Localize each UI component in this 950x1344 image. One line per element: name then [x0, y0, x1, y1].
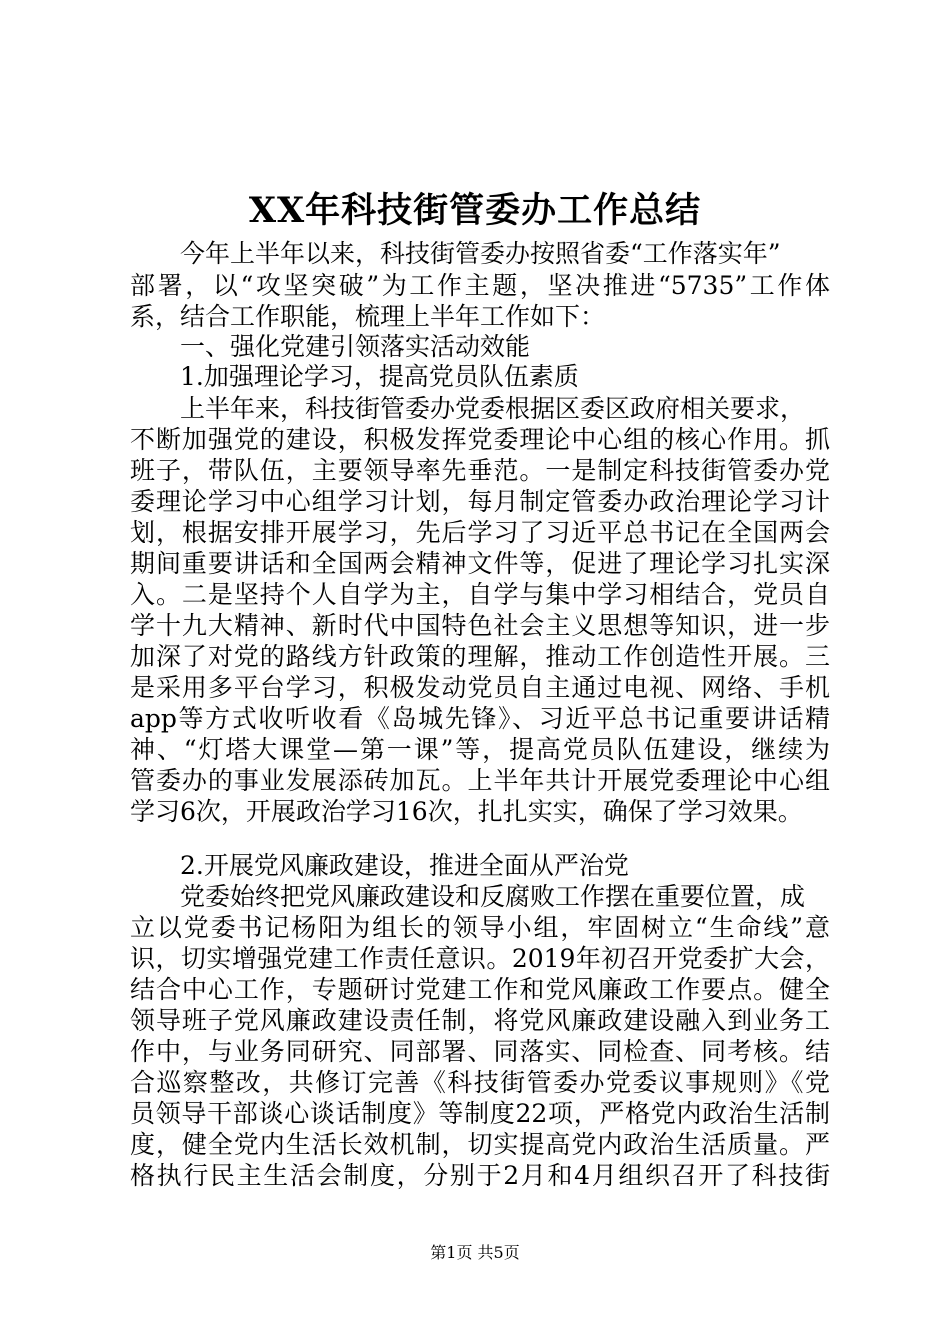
paragraph-line: 神、“灯塔大课堂—第一课”等，提高党员队伍建设，继续为	[130, 735, 830, 764]
paragraph-line: 入。二是坚持个人自学为主，自学与集中学习相结合，党员自	[130, 580, 830, 609]
paragraph-line: 党委始终把党风廉政建设和反腐败工作摆在重要位置，成	[180, 882, 806, 911]
paragraph-line: 期间重要讲话和全国两会精神文件等，促进了理论学习扎实深	[130, 549, 830, 578]
paragraph-line: 加深了对党的路线方针政策的理解，推动工作创造性开展。三	[130, 642, 830, 671]
paragraph-line: 员领导干部谈心谈话制度》等制度22项，严格党内政治生活制	[130, 1099, 830, 1128]
paragraph-line: 部署，以“攻坚突破”为工作主题，坚决推进“5735”工作体	[130, 271, 830, 300]
page-number-footer: 第1页 共5页	[430, 1243, 520, 1262]
paragraph-line: 学十九大精神、新时代中国特色社会主义思想等知识，进一步	[130, 611, 830, 640]
paragraph-line: 格执行民主生活会制度，分别于2月和4月组织召开了科技街	[130, 1161, 830, 1190]
paragraph-line: app等方式收听收看《岛城先锋》、习近平总书记重要讲话精	[130, 704, 830, 733]
paragraph-line: 委理论学习中心组学习计划，每月制定管委办政治理论学习计	[130, 487, 830, 516]
paragraph-line: 不断加强党的建设，积极发挥党委理论中心组的核心作用。抓	[130, 425, 830, 454]
subsection-heading: 2.开展党风廉政建设，推进全面从严治党	[180, 851, 629, 880]
paragraph-line: 结合中心工作，专题研讨党建工作和党风廉政工作要点。健全	[130, 975, 830, 1004]
paragraph-line: 识，切实增强党建工作责任意识。2019年初召开党委扩大会，	[130, 944, 830, 973]
paragraph-line: 班子，带队伍，主要领导率先垂范。一是制定科技街管委办党	[130, 456, 830, 485]
paragraph-line: 领导班子党风廉政建设责任制，将党风廉政建设融入到业务工	[130, 1006, 830, 1035]
paragraph-line: 合巡察整改，共修订完善《科技街管委办党委议事规则》《党	[130, 1068, 830, 1097]
paragraph-line: 立以党委书记杨阳为组长的领导小组，牢固树立“生命线”意	[130, 913, 830, 942]
paragraph-line: 划，根据安排开展学习，先后学习了习近平总书记在全国两会	[130, 518, 830, 547]
paragraph-line: 学习6次，开展政治学习16次，扎扎实实，确保了学习效果。	[130, 797, 803, 826]
paragraph-line: 作中，与业务同研究、同部署、同落实、同检查、同考核。结	[130, 1037, 830, 1066]
subsection-heading: 1.加强理论学习，提高党员队伍素质	[180, 362, 579, 391]
paragraph-line: 是采用多平台学习，积极发动党员自主通过电视、网络、手机	[130, 673, 830, 702]
paragraph-line: 度，健全党内生活长效机制，切实提高党内政治生活质量。严	[130, 1130, 830, 1159]
paragraph-line: 今年上半年以来，科技街管委办按照省委“工作落实年”	[180, 239, 781, 268]
section-heading: 一、强化党建引领落实活动效能	[180, 332, 531, 361]
paragraph-line: 管委办的事业发展添砖加瓦。上半年共计开展党委理论中心组	[130, 766, 830, 795]
paragraph-line: 上半年来，科技街管委办党委根据区委区政府相关要求，	[180, 394, 806, 423]
document-title: XX年科技街管委办工作总结	[248, 190, 702, 231]
paragraph-line: 系，结合工作职能，梳理上半年工作如下：	[130, 302, 606, 331]
